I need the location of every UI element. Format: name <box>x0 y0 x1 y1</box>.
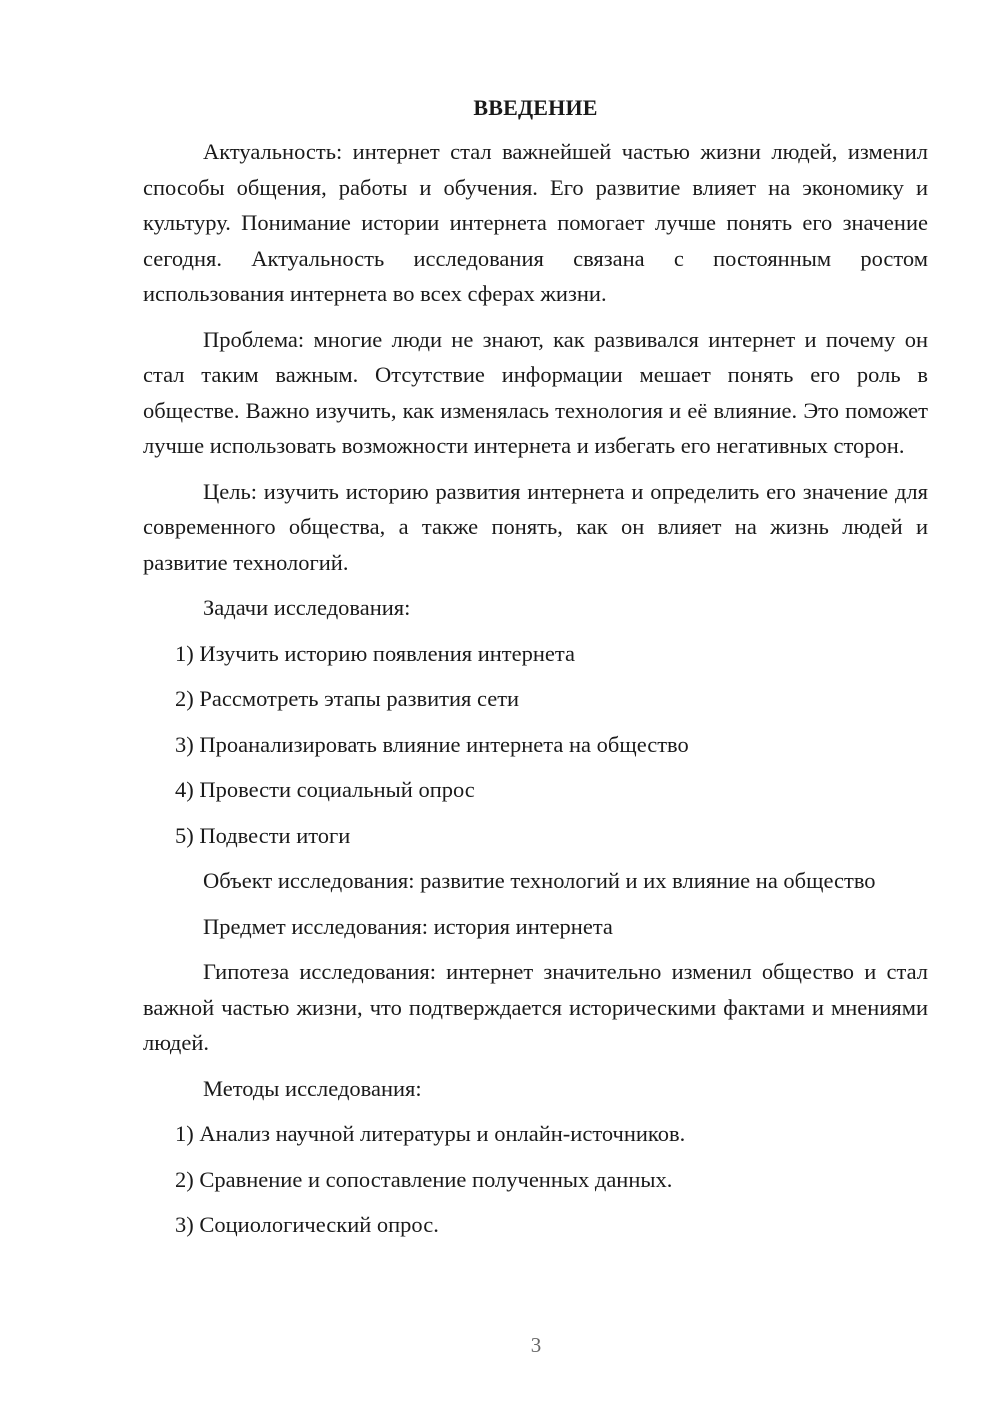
method-item: 2) Сравнение и сопоставление полученных данных. <box>175 1166 673 1192</box>
task-item: 4) Провести социальный опрос <box>175 777 475 802</box>
section-title: ВВЕДЕНИЕ <box>473 95 598 120</box>
task-item: 1) Изучить историю появления интернета <box>175 640 575 666</box>
page-number: 3 <box>530 1333 542 1357</box>
goal-paragraph: Цель: изучить историю развития интернета и определить его значение для современного общества, а также понять, как он влияет на жизнь людей и развитие технологий. <box>143 478 928 575</box>
task-item: 3) Проанализировать влияние интернета на общество <box>175 731 689 757</box>
subject-paragraph: Предмет исследования: история интернета <box>203 913 613 939</box>
tasks-heading: Задачи исследования: <box>203 595 411 620</box>
tasks-list <box>143 636 928 854</box>
task-item: 2) Рассмотреть этапы развития сети <box>175 686 520 711</box>
methods-list <box>143 1116 928 1243</box>
problem-paragraph: Проблема: многие люди не знают, как развивался интернет и почему он стал таким важным. Отсутствие информации мешает понять его роль в обществе. Важно изучить, как изменялась технология и её влияние. Это поможет лучше использовать возможности интернета и избегать его негативных сторон. <box>143 326 928 458</box>
task-item: 5) Подвести итоги <box>175 822 351 848</box>
object-paragraph: Объект исследования: развитие технологий и их влияние на общество <box>203 868 876 893</box>
methods-heading: Методы исследования: <box>203 1075 422 1101</box>
method-item: 3) Социологический опрос. <box>175 1212 439 1237</box>
page-content <box>143 90 928 1253</box>
method-item: 1) Анализ научной литературы и онлайн-источников. <box>175 1121 686 1146</box>
relevance-paragraph: Актуальность: интернет стал важнейшей частью жизни людей, изменил способы общения, работы и обучения. Его развитие влияет на экономику и культуру. Понимание истории интернета помогает лучше понять его значение сегодня. Актуальность исследования связана с постоянным ростом использования интернета во всех сферах жизни. <box>143 139 928 306</box>
hypothesis-paragraph: Гипотеза исследования: интернет значительно изменил общество и стал важной частью жизни, что подтверждается историческими фактами и мнениями людей. <box>143 959 928 1055</box>
